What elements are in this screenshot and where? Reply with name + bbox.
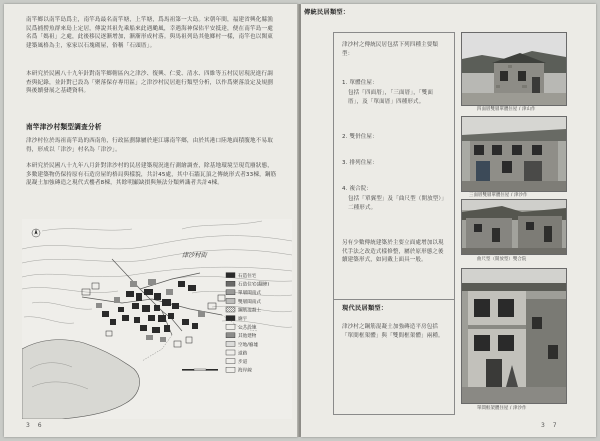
legend-swatch	[226, 298, 235, 303]
legend-label: 廟宇	[238, 317, 248, 322]
legend-label: 石造住宅	[238, 274, 257, 279]
type-single-detail: 包括「四面厝」，「三面厝」，「雙面厝」，及「單面厝」四種形式。	[348, 90, 434, 105]
village-map	[22, 219, 292, 419]
type-row: 3. 排列住屋：	[342, 160, 378, 166]
photo-open-courtyard-compound	[461, 199, 567, 255]
legend-swatch	[226, 333, 235, 338]
modern-text: 津沙村之鋼筋混凝土加強磚造平房包括「單間框架體」與「雙間框架體」兩種。	[342, 324, 444, 339]
modern-heading: 現代民居類型：	[342, 305, 388, 312]
legend-swatch	[226, 316, 235, 321]
left-page	[4, 4, 298, 437]
left-page-number: 3 6	[26, 422, 45, 429]
type-compound-detail: 包括「單翼型」及「曲尺型（開放型）」二種形式。	[348, 196, 445, 211]
legend-label: 海岸線	[238, 368, 252, 374]
legend-label: 鋼筋混凝土	[238, 308, 261, 314]
location-paragraph: 津沙村位於馬祖南竿島的西南角，行政區劃隸屬於連江縣南竿鄉，由於其港口陸地面積腹地不易取得，形成以「津沙」村名為「津沙」。	[26, 138, 273, 153]
box-divider	[334, 299, 454, 300]
caption-photo-2: 三面厝雙層單體住屋 / 津沙作	[469, 193, 528, 198]
right-page	[301, 4, 596, 437]
legend-label: 其他建物	[238, 334, 257, 340]
legend-label: 公共設施	[238, 325, 257, 331]
legend-swatch	[226, 307, 235, 312]
legend-swatch	[226, 273, 235, 278]
legend-swatch	[226, 290, 235, 295]
renovation-note: 另有少數傳統建築於主要立面處增加以現代手法之改造式樣修整，屬於原形態之後續建築形式，如同戴上面具一般。	[342, 240, 444, 263]
legend-label: 單層閩南式	[238, 291, 261, 297]
type-double: 2. 雙併住屋：	[342, 134, 378, 140]
caption-photo-4: 單間框架體住屋 / 津沙作	[477, 406, 527, 411]
legend-label: 石造住宅(翻修)	[238, 282, 270, 288]
legend-label: 空地/廢墟	[238, 342, 258, 348]
caption-photo-3: 曲尺型（開放型）雙合院	[477, 257, 527, 262]
caption-photo-1: 四面厝雙層單體住屋 / 津山作	[477, 107, 536, 112]
legend-swatch	[226, 341, 235, 346]
photo-two-storey-house	[461, 116, 567, 192]
survey-paragraph: 本研究於民國八十九年八月針對津沙村的民居建築現況進行測繪調查，除基地環境呈現荒廢狀態，多數建築物仍保持原有石造房屋的格局與樣貌，共計45處，其中石牆瓦頂之傳統形式者33棟，鋼筋混凝土加強磚造之現代式樓者8棟，其餘明顯缺損與無法分類辨識者共計4棟。	[26, 163, 277, 187]
photo-stone-house-hillside	[461, 32, 567, 106]
legend-label: 步道	[238, 360, 248, 365]
house-type-box	[304, 9, 455, 415]
photo-concrete-frame-house	[461, 268, 567, 404]
section-heading: 南竿津沙村類型調查分析	[26, 123, 102, 131]
right-page-number: 3 7	[541, 422, 560, 429]
research-paragraph: 本研究於民國八十九年針對南竿鄉轄區內之津沙、復興、仁愛、清水、四維等五村民居現況進行調查與紀錄，並針對已設為「聚落保存專用區」之津沙村民居進行類型分析，以作爲聚落設定及規劃與後續發展之基礎資料。	[26, 71, 273, 95]
type-compound: 4. 複合院：	[342, 186, 373, 192]
book-spread	[4, 4, 596, 437]
legend-swatch	[226, 281, 235, 286]
intro-paragraph: 南竿鄉以南竿島爲主，南竿島最名南竿塘，上竿塘，爲馬祖第一大島。宋朝年間，福建省興化縣漁民爲捕撈魚群來島上定居，傳說其祖先乘船來此遇颱風，幸遇海神保佑平安抵達，便在南竿島一處名爲「媽祖」之處，此後移民逐漸增加，漸漸形成村落。與馬祖列島其他鄉村一樣，南竿也以閩東建築風格為主，家家以石塊砌屋，俗稱「石頭厝」。	[26, 17, 273, 49]
traditional-intro: 津沙村之傳統民居包括下列四種主要類型：	[342, 42, 439, 57]
legend-label: 雙層閩南式	[238, 299, 261, 305]
legend-label: 道路	[238, 351, 248, 357]
map-title: 津沙村街	[182, 252, 207, 259]
traditional-heading: 傳統民居類型：	[304, 9, 350, 16]
type-single: 1. 單體住屋：	[342, 80, 378, 86]
